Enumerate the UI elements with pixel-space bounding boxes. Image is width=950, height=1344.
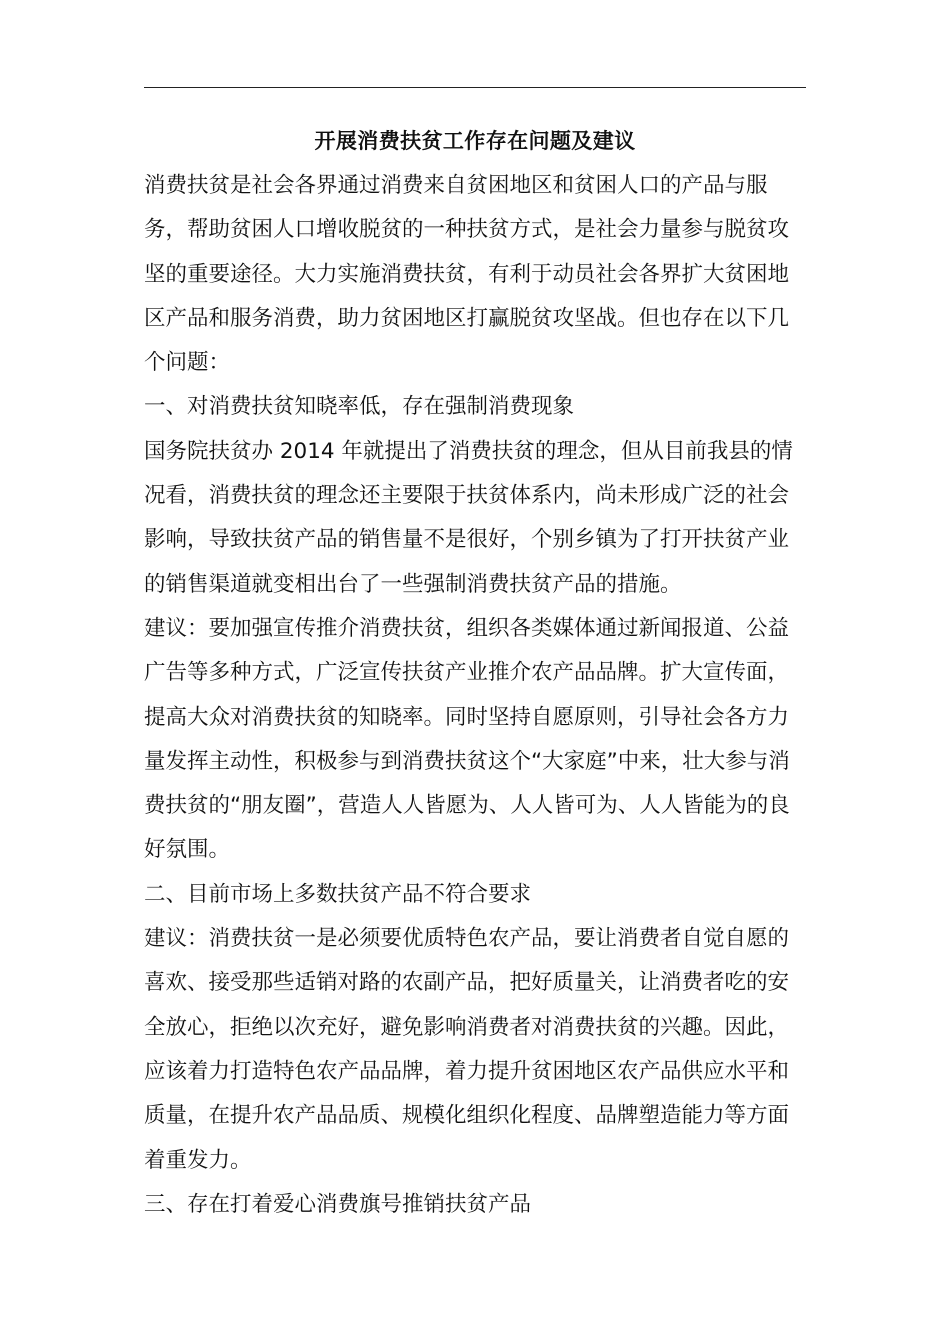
section-1-suggestion: 建议：要加强宣传推介消费扶贫，组织各类媒体通过新闻报道、公益广告等多种方式，广泛宣传扶贫产业推介农产品品牌。扩大宣传面，提高大众对消费扶贫的知晓率。同时坚持自愿原则，引导社会各方力量发挥主动性，积极参与到消费扶贫这个“大家庭”中来，壮大参与消费扶贫的“朋友圈”，营造人人皆愿为、人人皆可为、人人皆能为的良好氛围。 xyxy=(144,615,790,863)
section-heading-2: 二、目前市场上多数扶贫产品不符合要求 xyxy=(144,881,532,907)
document-body xyxy=(144,164,808,1227)
intro-paragraph: 消费扶贫是社会各界通过消费来自贫困地区和贫困人口的产品与服务，帮助贫困人口增收脱贫的一种扶贫方式，是社会力量参与脱贫攻坚的重要途径。大力实施消费扶贫，有利于动员社会各界扩大贫困地区产品和服务消费，助力贫困地区打赢脱贫攻坚战。但也存在以下几个问题： xyxy=(144,173,790,376)
section-heading-1: 一、对消费扶贫知晓率低，存在强制消费现象 xyxy=(144,394,575,420)
section-heading-3: 三、存在打着爱心消费旗号推销扶贫产品 xyxy=(144,1191,532,1217)
document-title: 开展消费扶贫工作存在问题及建议 xyxy=(314,129,636,153)
section-1-paragraph: 国务院扶贫办 2014 年就提出了消费扶贫的理念，但从目前我县的情况看，消费扶贫的理念还主要限于扶贫体系内，尚未形成广泛的社会影响，导致扶贫产品的销售量不是很好，个别乡镇为了打开扶贫产业的销售渠道就变相出台了一些强制消费扶贫产品的措施。 xyxy=(144,438,793,597)
header-rule xyxy=(144,87,806,88)
section-2-suggestion: 建议：消费扶贫一是必须要优质特色农产品，要让消费者自觉自愿的喜欢、接受那些适销对路的农副产品，把好质量关，让消费者吃的安全放心，拒绝以次充好，避免影响消费者对消费扶贫的兴趣。因此，应该着力打造特色农产品品牌，着力提升贫困地区农产品供应水平和质量，在提升农产品品质、规模化组织化程度、品牌塑造能力等方面着重发力。 xyxy=(144,926,790,1173)
